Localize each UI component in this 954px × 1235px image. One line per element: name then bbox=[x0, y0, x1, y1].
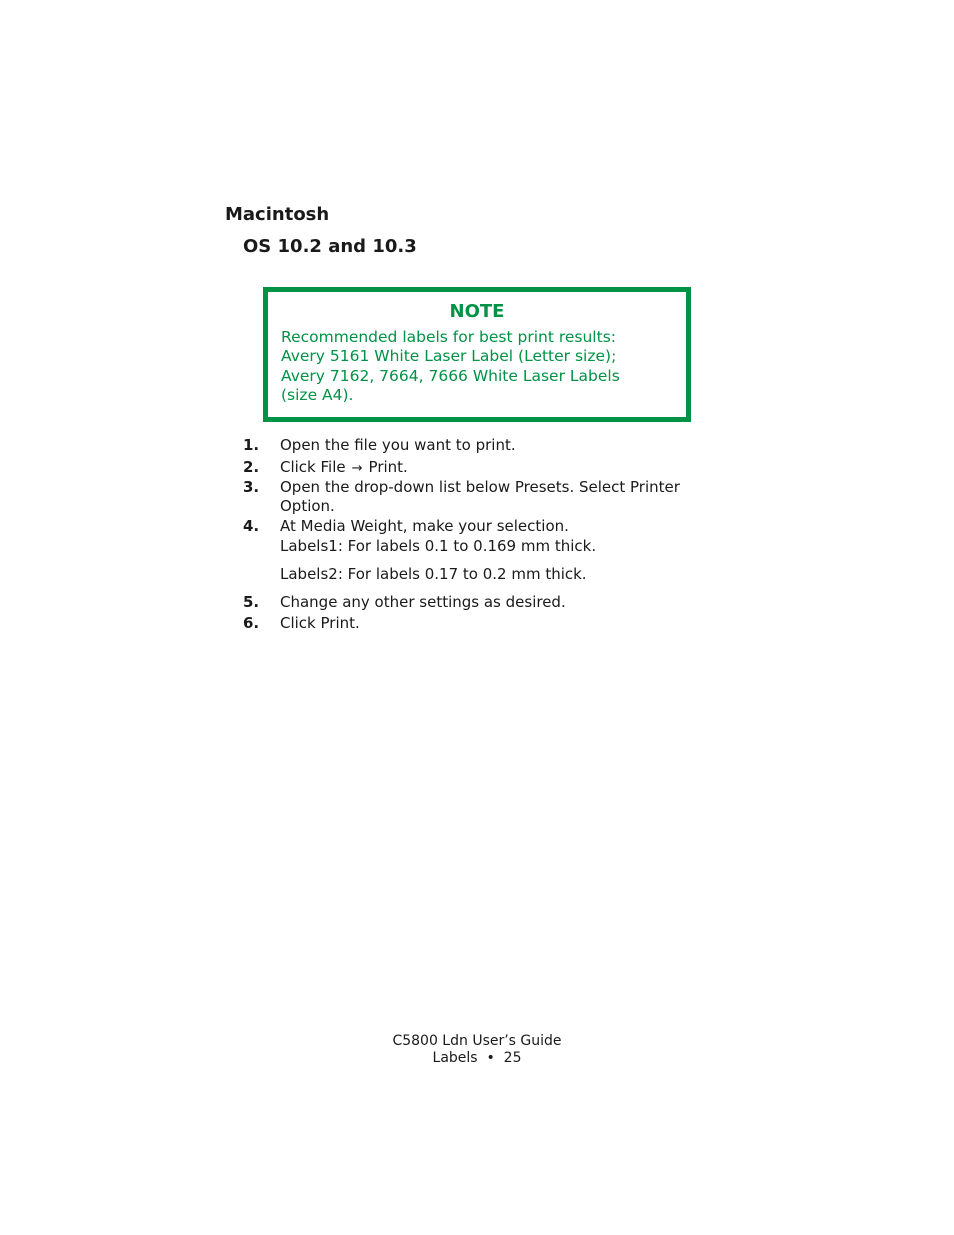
step-number: 5. bbox=[243, 593, 260, 611]
step-text: Labels2: For labels 0.17 to 0.2 mm thick. bbox=[280, 565, 587, 583]
subsection-heading: OS 10.2 and 10.3 bbox=[243, 236, 417, 257]
step-text-part: Click File bbox=[280, 458, 346, 476]
section-heading: Macintosh bbox=[225, 204, 330, 225]
step-text-part: Print. bbox=[368, 458, 408, 476]
step-number: 3. bbox=[243, 478, 260, 496]
note-line: Avery 5161 White Laser Label (Letter size); bbox=[281, 347, 617, 365]
step-text: Open the file you want to print. bbox=[280, 436, 516, 454]
note-title: NOTE bbox=[449, 301, 505, 322]
note-line: Avery 7162, 7664, 7666 White Laser Labels bbox=[281, 367, 620, 385]
step-text: Option. bbox=[280, 497, 335, 515]
footer-page-info bbox=[0, 1050, 954, 1067]
step-number: 1. bbox=[243, 436, 260, 454]
right-arrow-icon: → bbox=[351, 461, 363, 476]
footer-guide-title: C5800 Ldn User’s Guide bbox=[392, 1033, 562, 1049]
step-text: Open the drop-down list below Presets. Select Printer bbox=[280, 478, 680, 496]
footer-section: Labels bbox=[432, 1050, 478, 1066]
note-box bbox=[263, 287, 691, 422]
step-text: Labels1: For labels 0.1 to 0.169 mm thick. bbox=[280, 537, 597, 555]
note-line: (size A4). bbox=[281, 386, 354, 404]
note-line: Recommended labels for best print results: bbox=[281, 328, 616, 346]
step-text: Change any other settings as desired. bbox=[280, 593, 566, 611]
step-text: At Media Weight, make your selection. bbox=[280, 517, 569, 535]
step-number: 2. bbox=[243, 458, 260, 476]
step-text: Click Print. bbox=[280, 614, 360, 632]
step-text bbox=[280, 458, 408, 478]
step-number: 6. bbox=[243, 614, 260, 632]
step-number: 4. bbox=[243, 517, 260, 535]
footer-page-number: 25 bbox=[503, 1050, 522, 1066]
bullet-icon: • bbox=[486, 1050, 495, 1066]
